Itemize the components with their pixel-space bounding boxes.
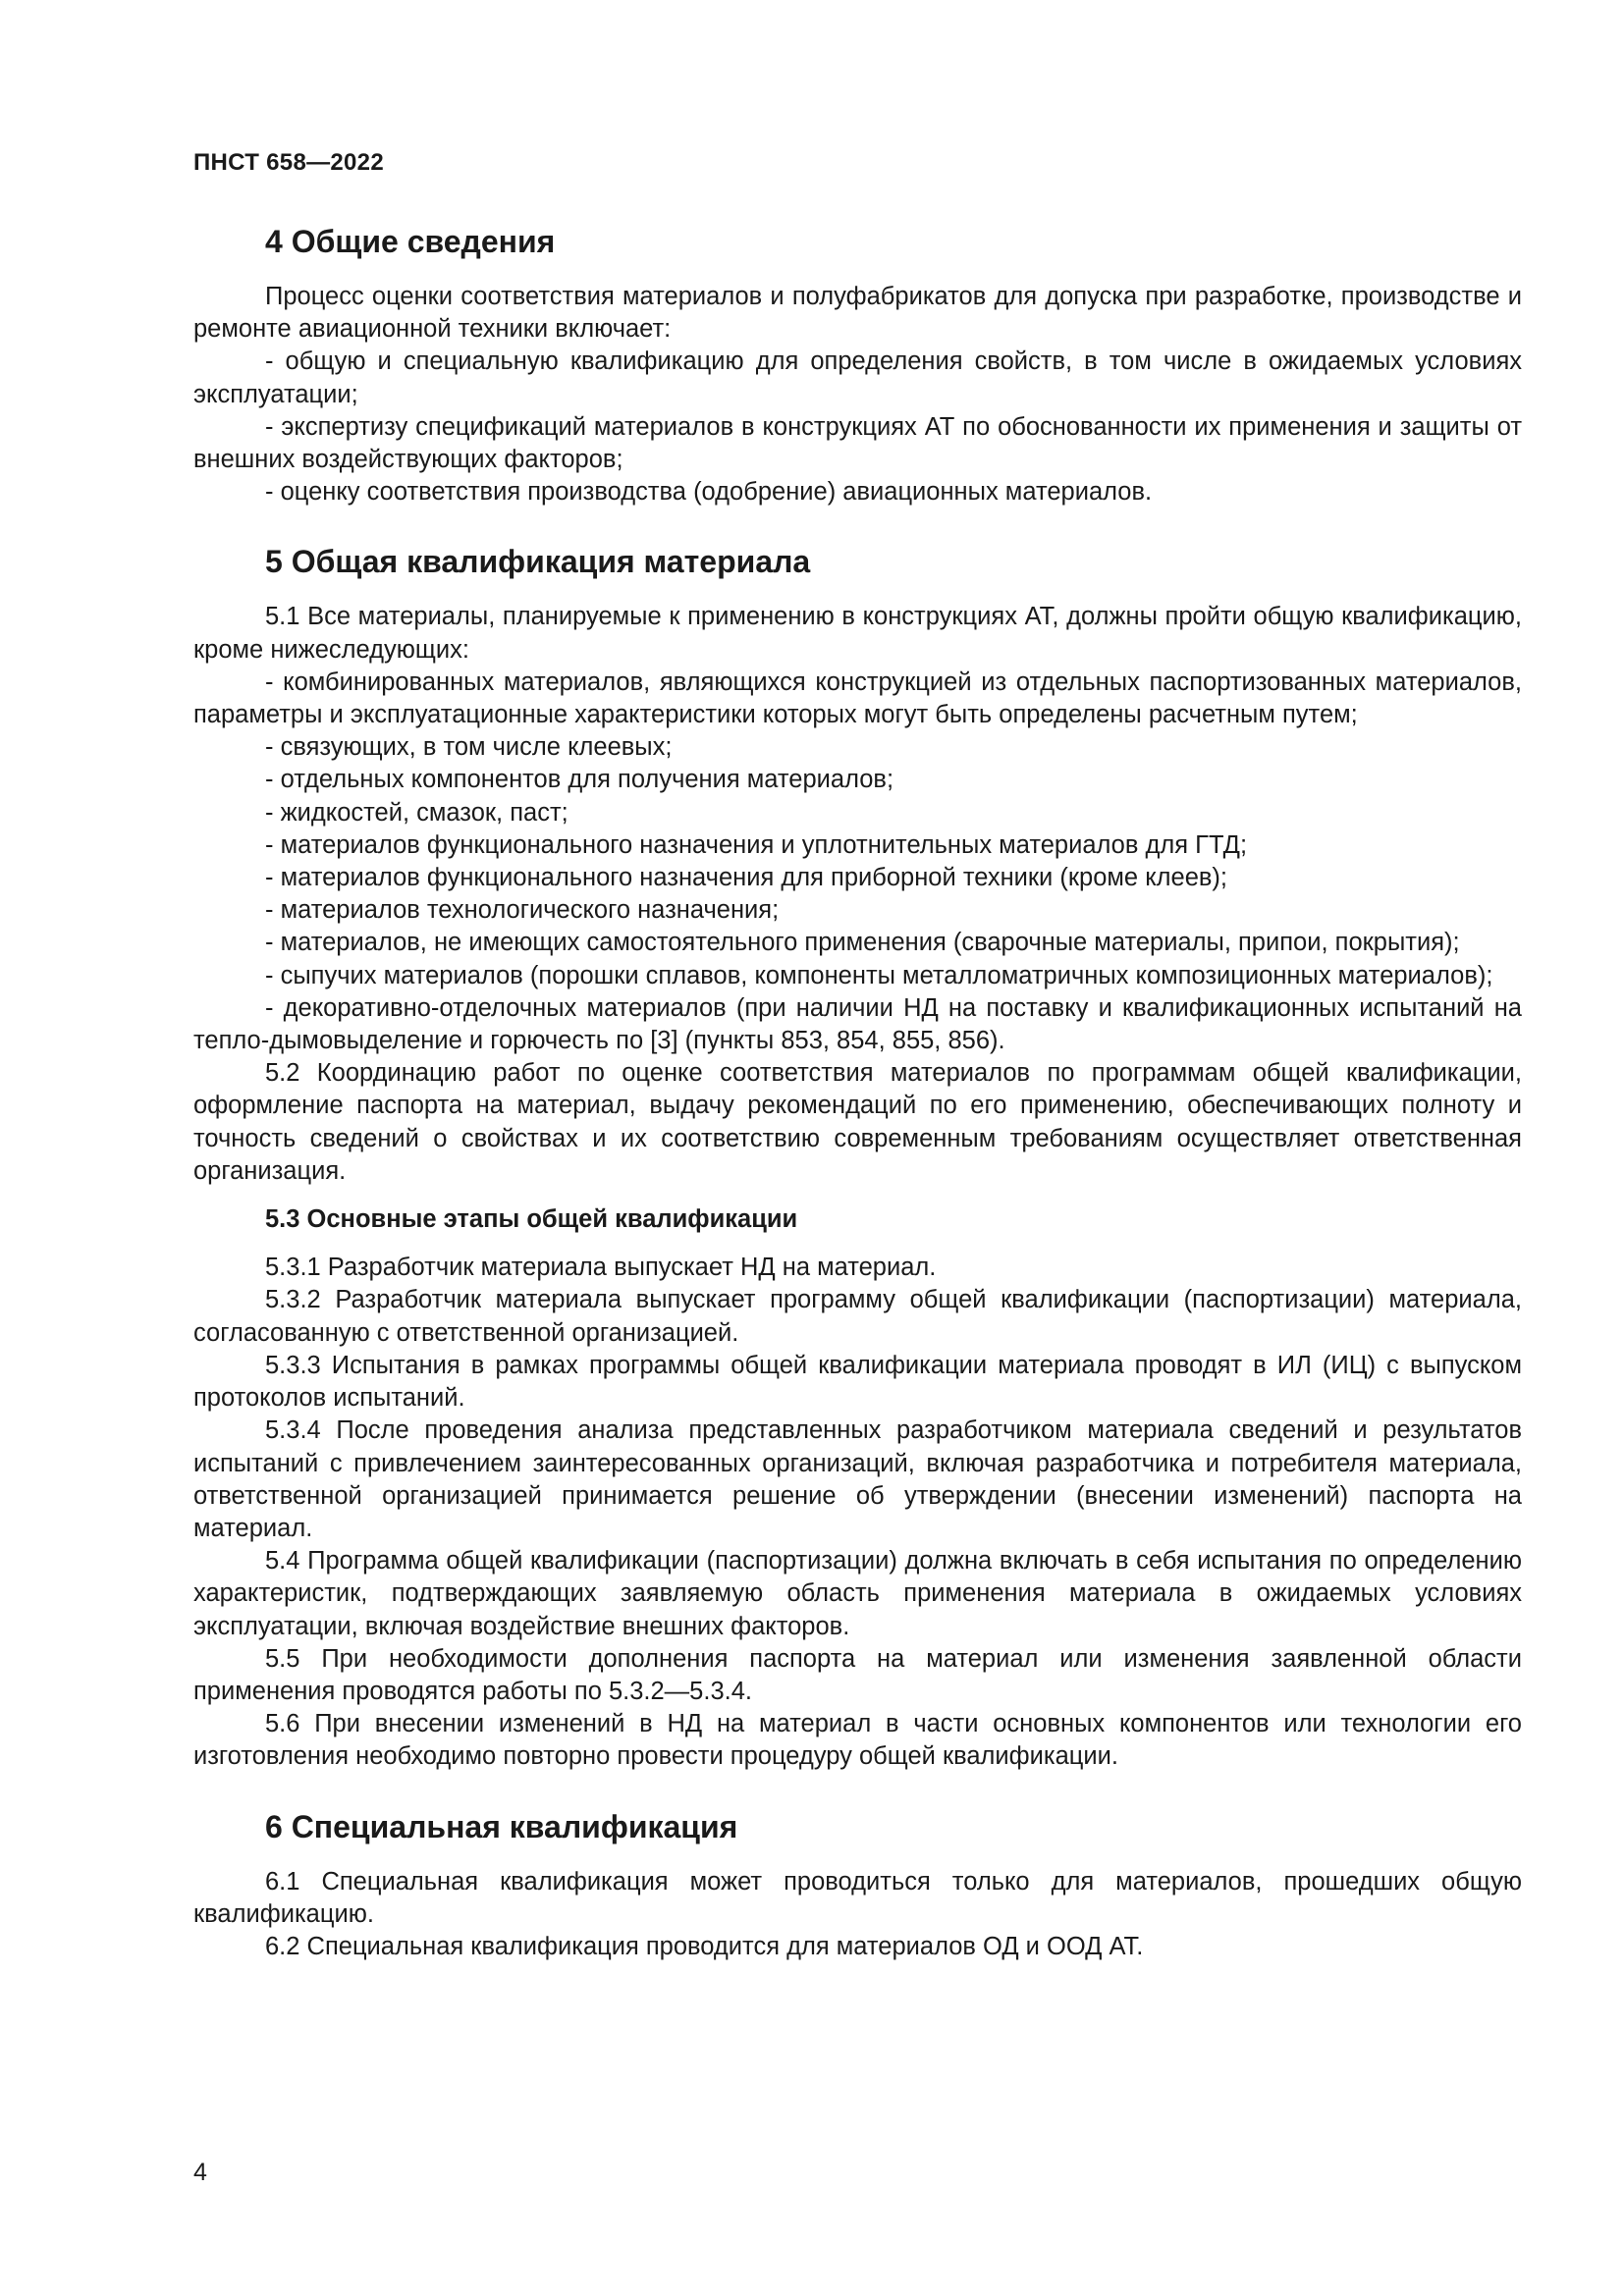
exception-list-item: - связующих, в том числе клеевых; <box>265 733 673 762</box>
clause-5-5: 5.5 При необходимости дополнения паспорта на материал или изменения заявленной области применения проводятся работы по 5.3.2—5.3.4. <box>193 1644 1522 1705</box>
section-4-paragraph: Процесс оценки соответствия материалов и полуфабрикатов для допуска при разработке, производстве и ремонте авиационной техники включает: <box>193 283 1522 344</box>
section-4-list-item: - экспертизу спецификаций материалов в конструкциях АТ по обоснованности их применения и защиты от внешних воздействующих факторов; <box>193 412 1522 474</box>
section-4 <box>193 222 1522 508</box>
exception-list-item: - отдельных компонентов для получения материалов; <box>265 766 894 794</box>
document-body <box>193 222 1522 1997</box>
exception-list-item: - декоративно-отделочных материалов (при наличии НД на поставку и квалификационных испытаний на тепло-дымовыделение и горючесть по [3] (пункты 853, 854, 855, 856). <box>193 993 1522 1055</box>
exception-list-item: - материалов функционального назначения и уплотнительных материалов для ГТД; <box>265 830 1248 859</box>
exception-list-item: - жидкостей, смазок, паст; <box>265 798 568 827</box>
section-6 <box>193 1807 1522 1964</box>
exception-list-item: - материалов, не имеющих самостоятельного применения (сварочные материалы, припои, покрытия); <box>265 929 1460 957</box>
page-number: 4 <box>193 2159 207 2186</box>
exception-list-item: - комбинированных материалов, являющихся конструкцией из отдельных паспортизованных материалов, параметры и эксплуатационные характеристики которых могут быть определены расчетным путем; <box>193 667 1522 729</box>
section-4-title: 4 Общие сведения <box>265 224 556 259</box>
clause-6-1: 6.1 Специальная квалификация может проводиться только для материалов, прошедших общую квалификацию. <box>193 1867 1522 1928</box>
clause-5-3-4: 5.3.4 После проведения анализа представленных разработчиком материала сведений и результатов испытаний с привлечением заинтересованных организаций, включая разработчика и потребителя материала, ответственной организацией принимается решение об утверждении (внесении изменений) паспорта на материал. <box>193 1416 1522 1542</box>
clause-5-2: 5.2 Координацию работ по оценке соответствия материалов по программам общей квалификации, оформление паспорта на материал, выдачу рекомендаций по его применению, обеспечивающих полноту и точность сведений о свойствах и их соответствию современным требованиям осуществляет ответственная организация. <box>193 1059 1522 1185</box>
document-header: ПНСТ 658—2022 <box>193 149 384 176</box>
clause-5-3-1: 5.3.1 Разработчик материала выпускает НД на материал. <box>265 1254 937 1282</box>
subsection-5-3-title: 5.3 Основные этапы общей квалификации <box>265 1205 798 1234</box>
section-6-title: 6 Специальная квалификация <box>265 1808 738 1844</box>
clause-6-2: 6.2 Специальная квалификация проводится для материалов ОД и ООД АТ. <box>265 1932 1144 1960</box>
clause-5-3-2: 5.3.2 Разработчик материала выпускает программу общей квалификации (паспортизации) материала, согласованную с ответственной организацией. <box>193 1286 1522 1347</box>
exception-list-item: - сыпучих материалов (порошки сплавов, компоненты металломатричных композиционных материалов); <box>265 961 1493 989</box>
clause-5-1: 5.1 Все материалы, планируемые к применению в конструкциях АТ, должны пройти общую квалификацию, кроме нижеследующих: <box>193 603 1522 664</box>
clause-5-3-3: 5.3.3 Испытания в рамках программы общей квалификации материала проводят в ИЛ (ИЦ) с выпуском протоколов испытаний. <box>193 1351 1522 1413</box>
section-5 <box>193 542 1522 1773</box>
section-5-title: 5 Общая квалификация материала <box>265 544 811 580</box>
exception-list-item: - материалов технологического назначения; <box>265 896 780 925</box>
clause-5-4: 5.4 Программа общей квалификации (паспортизации) должна включать в себя испытания по определению характеристик, подтверждающих заявляемую область применения материала в ожидаемых условиях эксплуатации, включая воздействие внешних факторов. <box>193 1547 1522 1640</box>
section-4-list-item: - оценку соответствия производства (одобрение) авиационных материалов. <box>265 478 1153 507</box>
clause-5-6: 5.6 При внесении изменений в НД на материал в части основных компонентов или технологии его изготовления необходимо повторно провести процедуру общей квалификации. <box>193 1710 1522 1771</box>
section-4-list-item: - общую и специальную квалификацию для определения свойств, в том числе в ожидаемых условиях эксплуатации; <box>193 347 1522 408</box>
exception-list-item: - материалов функционального назначения для приборной техники (кроме клеев); <box>265 864 1228 892</box>
